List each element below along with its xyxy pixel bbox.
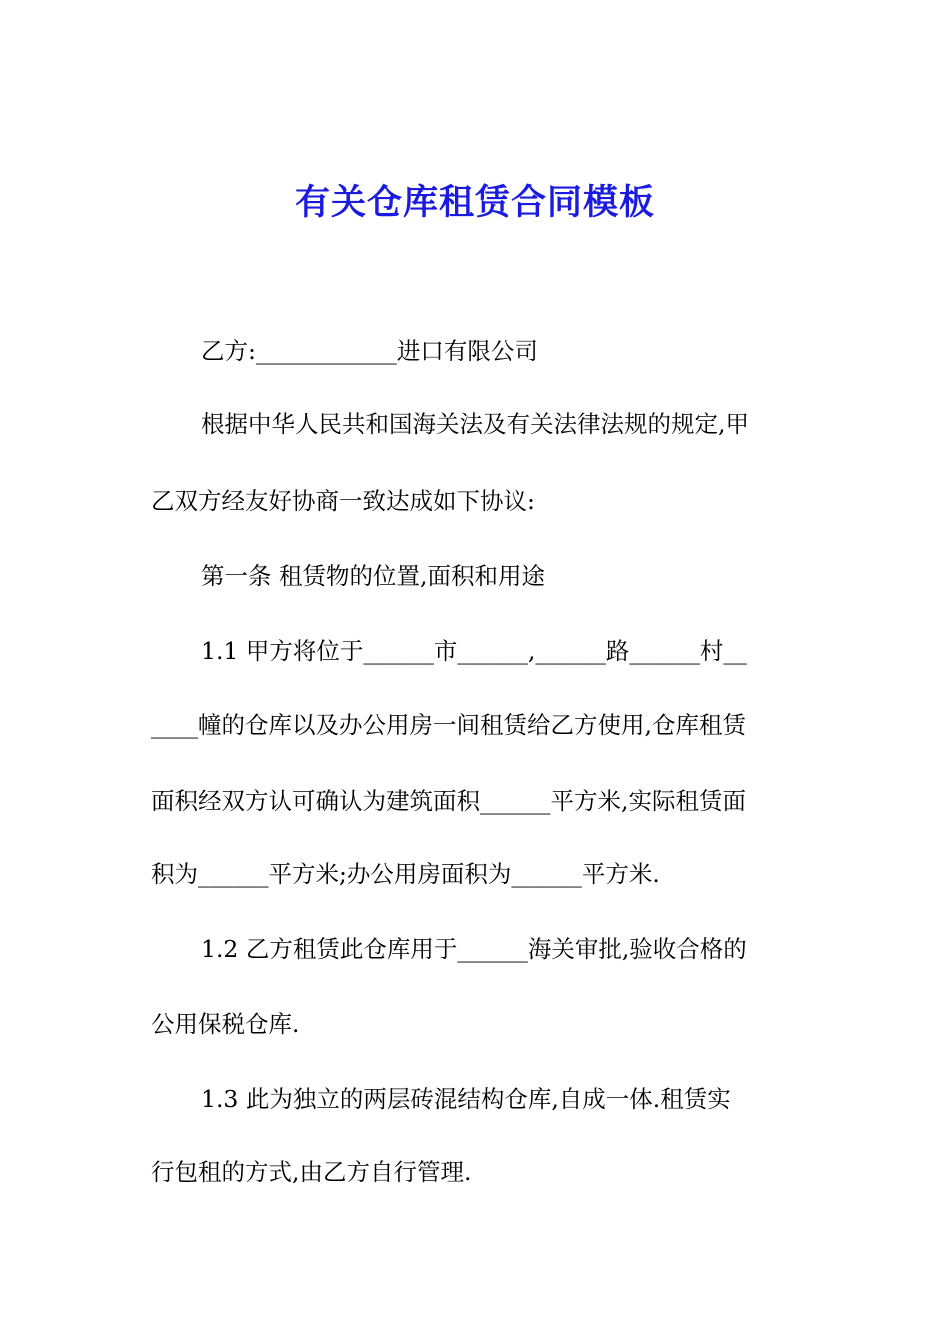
clause-1-2-line-1: 1.2 乙方租赁此仓库用于______海关审批,验收合格的 [201, 935, 747, 963]
clause-1-2-line-2: 公用保税仓库. [151, 1010, 300, 1038]
document-title: 有关仓库租赁合同模板 [294, 183, 655, 223]
clause-1-1-line-4: 积为______平方米;办公用房面积为______平方米. [151, 860, 660, 888]
clause-1-1-line-1: 1.1 甲方将位于______市______,______路______村__ [201, 637, 747, 665]
clause-1-1-line-2: ____幢的仓库以及办公用房一间租赁给乙方使用,仓库租赁 [151, 711, 746, 739]
preamble-line-2: 乙双方经友好协商一致达成如下协议: [151, 487, 535, 515]
preamble-line-1: 根据中华人民共和国海关法及有关法律法规的规定,甲 [201, 410, 749, 438]
clause-1-3-line-2: 行包租的方式,由乙方自行管理. [151, 1158, 472, 1186]
party-b-line: 乙方:____________进口有限公司 [201, 337, 538, 365]
clause-1-3-line-1: 1.3 此为独立的两层砖混结构仓库,自成一体.租赁实 [201, 1085, 731, 1113]
article-1-heading: 第一条 租赁物的位置,面积和用途 [201, 562, 545, 590]
clause-1-1-line-3: 面积经双方认可确认为建筑面积______平方米,实际租赁面 [151, 787, 746, 815]
